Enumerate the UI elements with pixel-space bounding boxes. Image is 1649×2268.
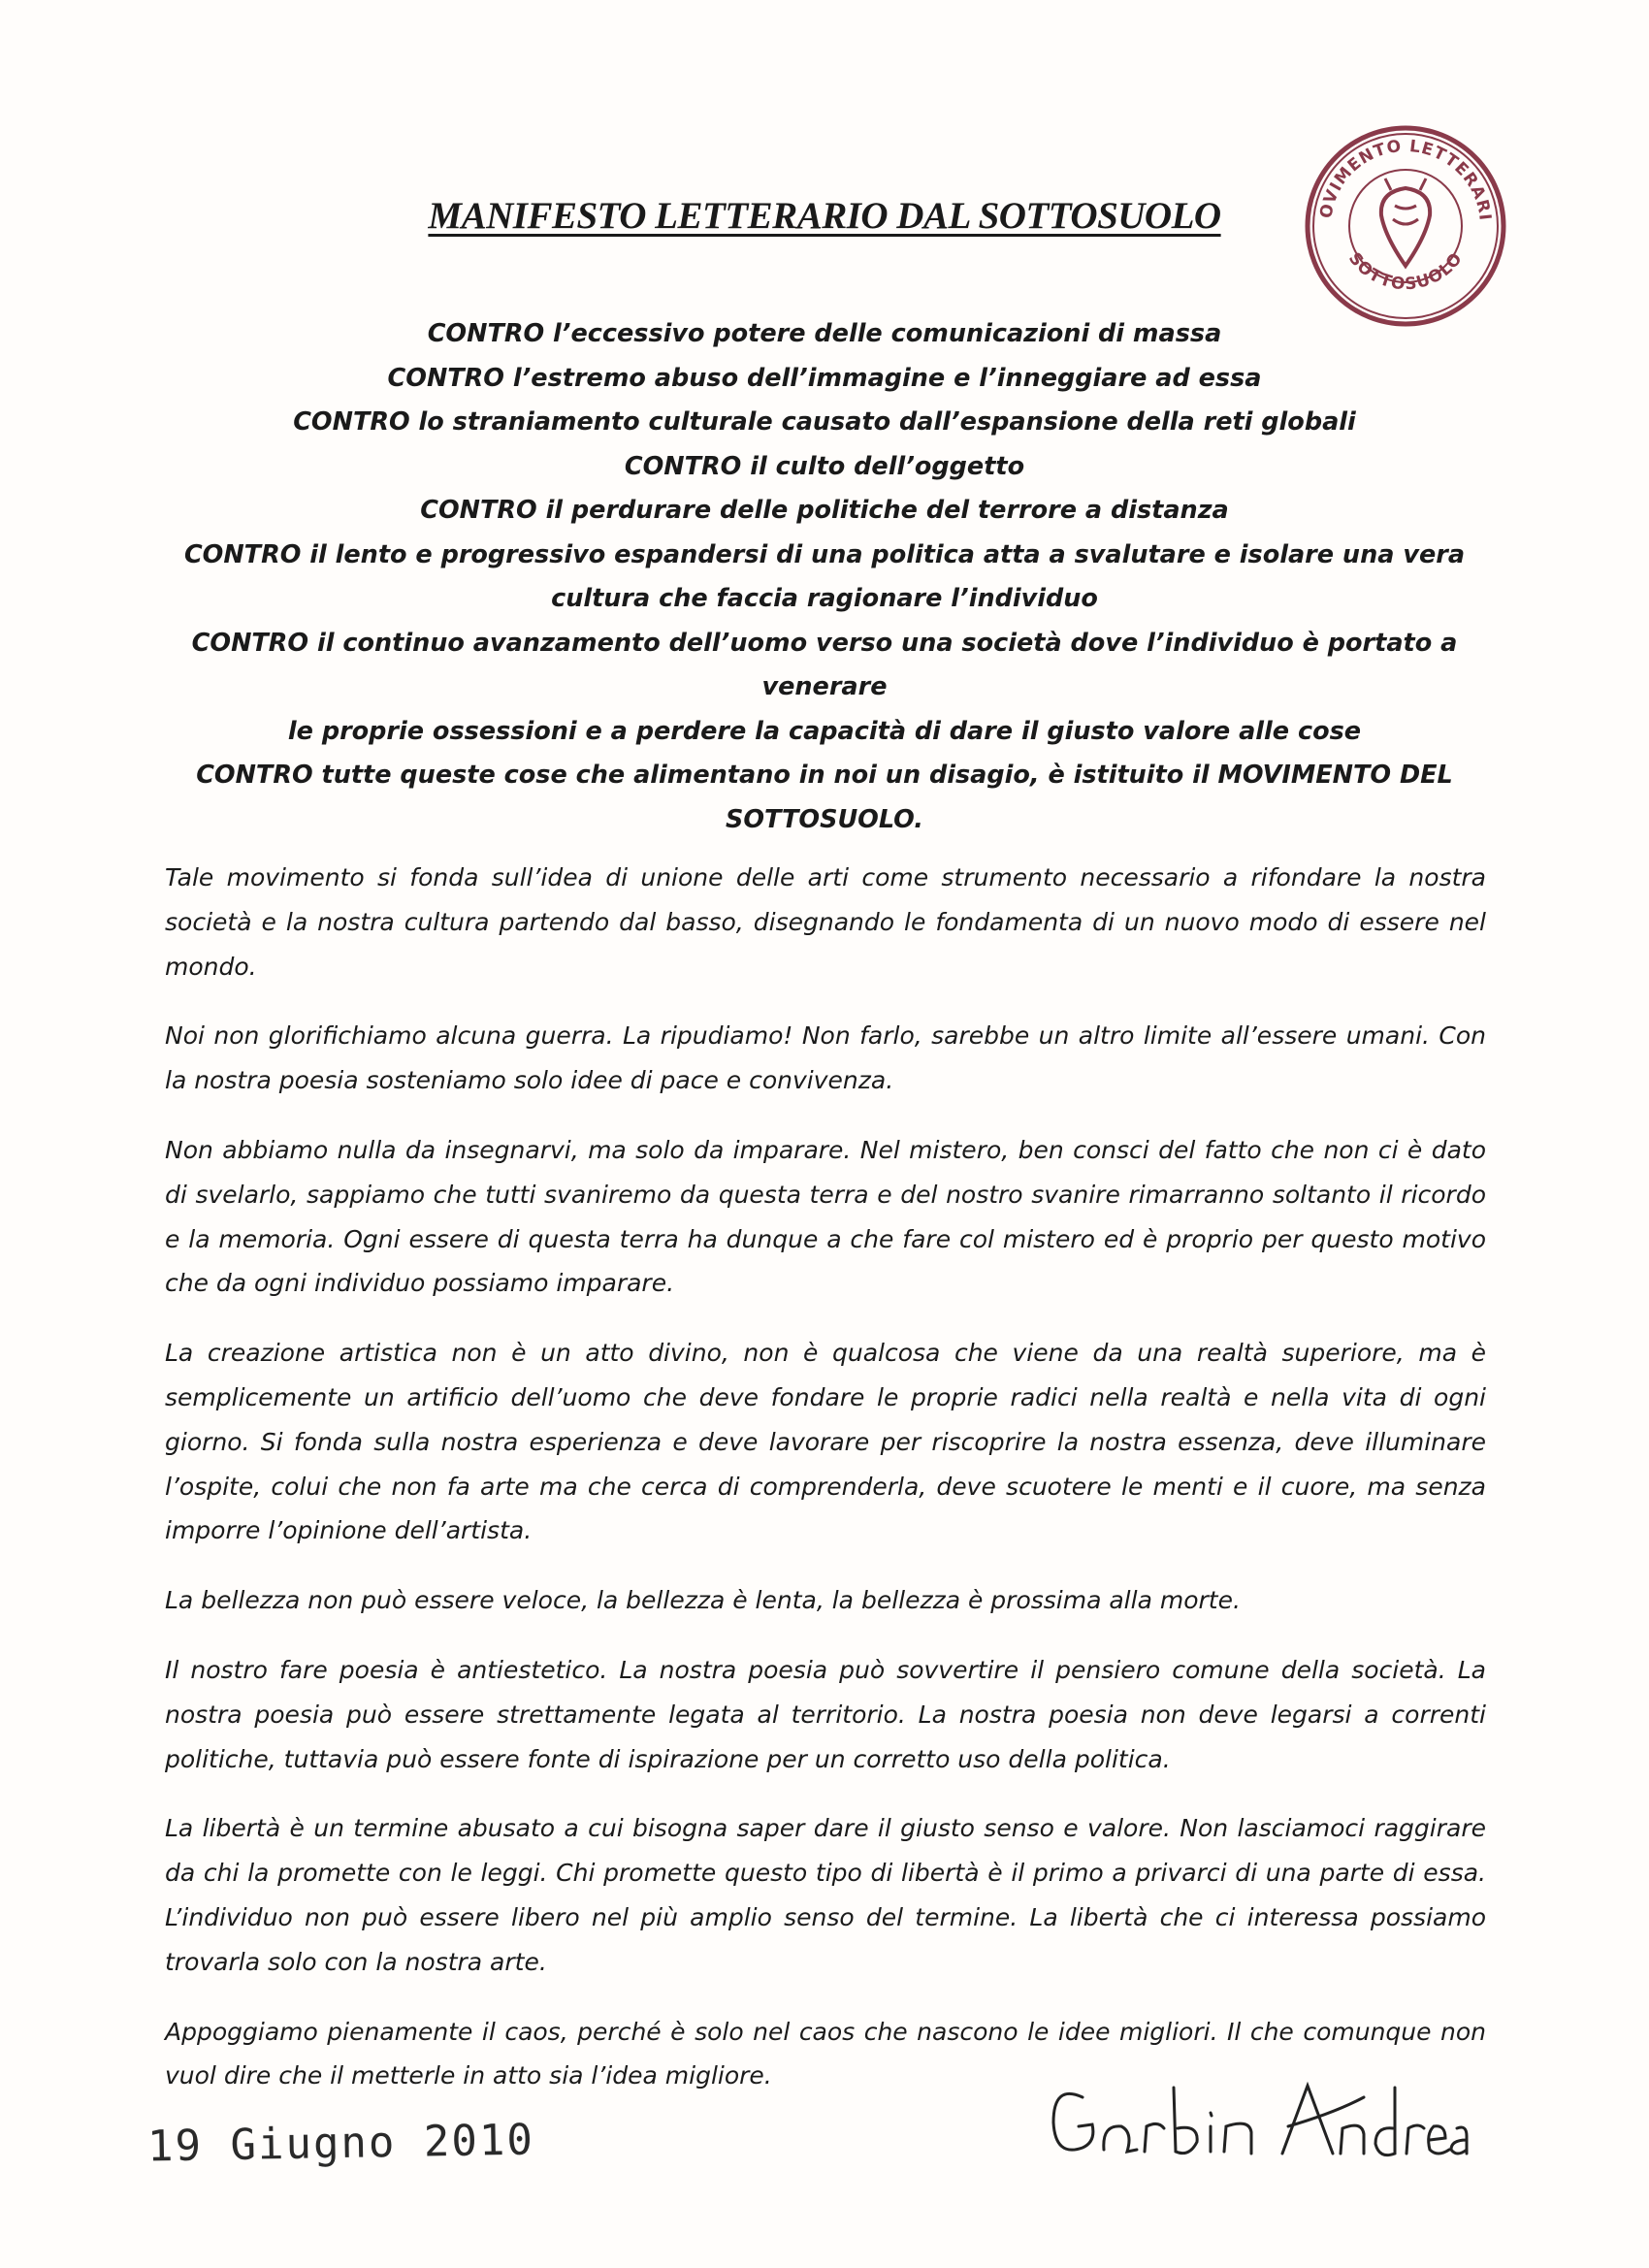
contro-line: le proprie ossessioni e a perdere la capacità di dare il giusto valore alle cose bbox=[287, 716, 1362, 746]
contro-line: CONTRO il culto dell’oggetto bbox=[624, 451, 1025, 481]
contro-line: CONTRO il lento e progressivo espandersi di una politica atta a svalutare e isolare una vera bbox=[183, 539, 1466, 569]
contro-line: CONTRO lo straniamento culturale causato dall’espansione della reti globali bbox=[293, 407, 1356, 437]
contro-line: CONTRO l’eccessivo potere delle comunicazioni di massa bbox=[427, 319, 1222, 348]
body-paragraph: La creazione artistica non è un atto divino, non è qualcosa che viene da una realtà superiore, ma è semplicemente un artificio dell’uomo che deve fondare le proprie radici nella realtà e nella vita di ogni giorno. Si fonda sulla nostra esperienza e deve lavorare per riscoprire la nostra essenza, deve illuminare l’ospite, colui che non fa arte ma che cerca di comprenderla, deve scuotere le menti e il cuore, ma senza imporre l’opinione dell’artista. bbox=[165, 1339, 1486, 1545]
contro-line: CONTRO l’estremo abuso dell’immagine e l’inneggiare ad essa bbox=[387, 363, 1262, 393]
contro-line: CONTRO il continuo avanzamento dell’uomo verso una società dove l’individuo è portato a venerare bbox=[191, 628, 1458, 701]
signature bbox=[1044, 2064, 1471, 2181]
handwritten-date: 19 Giugno 2010 bbox=[146, 2115, 535, 2172]
body-paragraph: La bellezza non può essere veloce, la bellezza è lenta, la bellezza è prossima alla morte. bbox=[165, 1586, 1241, 1615]
signature-icon bbox=[1044, 2064, 1471, 2181]
body-paragraph: Tale movimento si fonda sull’idea di unione delle arti come strumento necessario a rifondare la nostra società e la nostra cultura partendo dal basso, disegnando le fondamenta di un nuovo modo di essere nel mondo. bbox=[165, 863, 1486, 981]
stamp-seal-icon bbox=[1302, 122, 1509, 330]
stamp-top-text: OVIMENTO LETTERARI bbox=[1316, 136, 1495, 222]
body-paragraph: La libertà è un termine abusato a cui bisogna saper dare il giusto senso e valore. Non lasciamoci raggirare da chi la promette con le leggi. Chi promette questo tipo di libertà è il primo a privarci di una parte di essa. L’individuo non può essere libero nel più amplio senso del termine. La libertà che ci interessa possiamo trovarla solo con la nostra arte. bbox=[165, 1814, 1486, 1976]
manifesto-body bbox=[165, 856, 1486, 2123]
body-paragraph: Il nostro fare poesia è antiestetico. La nostra poesia può sovvertire il pensiero comune della società. La nostra poesia può essere strettamente legata al territorio. La nostra poesia non deve legarsi a correnti politiche, tuttavia può essere fonte di ispirazione per un corretto uso della politica. bbox=[165, 1655, 1486, 1773]
contro-line: SOTTOSUOLO. bbox=[726, 804, 923, 834]
contro-line: CONTRO il perdurare delle politiche del terrore a distanza bbox=[420, 496, 1229, 525]
body-paragraph: Non abbiamo nulla da insegnarvi, ma solo da imparare. Nel mistero, ben consci del fatto che non ci è dato di svelarlo, sappiamo che tutti svaniremo da questa terra e del nostro svanire rimarranno soltanto il ricordo e la memoria. Ogni essere di questa terra ha dunque a che fare col mistero ed è proprio per questo motivo che da ogni individuo possiamo imparare. bbox=[165, 1135, 1486, 1298]
stamp-bottom-text: SOTTOSUOLO bbox=[1343, 248, 1468, 295]
movement-stamp bbox=[1302, 122, 1509, 330]
contro-line: cultura che faccia ragionare l’individuo bbox=[551, 584, 1098, 613]
body-paragraph: Appoggiamo pienamente il caos, perché è solo nel caos che nascono le idee migliori. Il che comunque non vuol dire che il metterle in atto sia l’idea migliore. bbox=[165, 2017, 1486, 2090]
contro-list bbox=[175, 312, 1474, 842]
contro-line: CONTRO tutte queste cose che alimentano in noi un disagio, è istituito il MOVIMENTO DEL bbox=[196, 761, 1453, 790]
body-paragraph: Noi non glorifichiamo alcuna guerra. La ripudiamo! Non farlo, sarebbe un altro limite all’essere umani. Con la nostra poesia sosteniamo solo idee di pace e convivenza. bbox=[165, 1021, 1486, 1095]
page-title: MANIFESTO LETTERARIO DAL SOTTOSUOLO bbox=[428, 195, 1221, 237]
svg-text:SOTTOSUOLO bbox=[1344, 249, 1467, 295]
